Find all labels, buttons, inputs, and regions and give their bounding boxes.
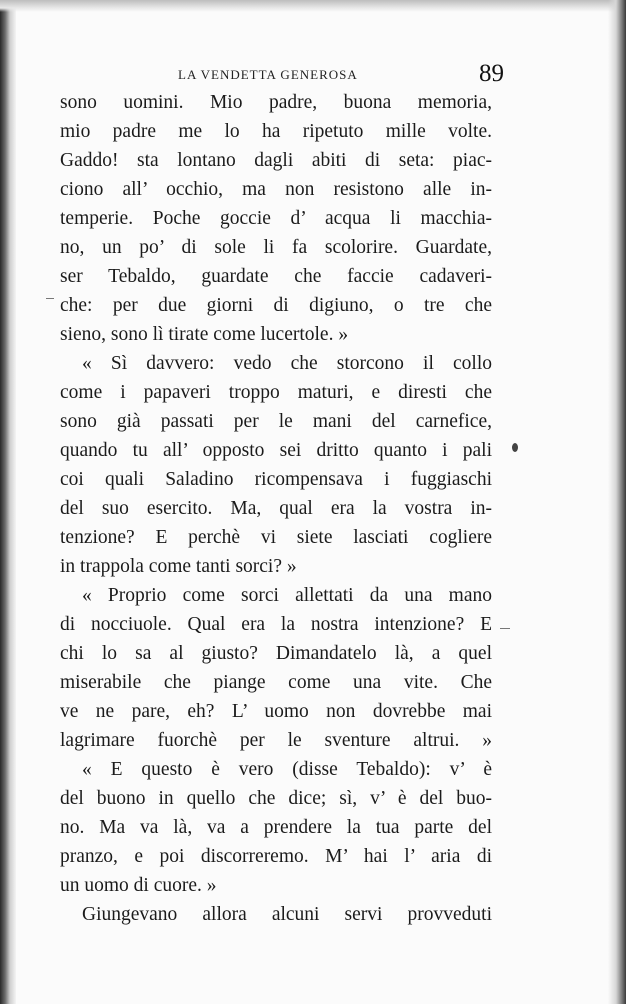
text-line: mio padre me lo ha ripetuto mille volte. bbox=[60, 121, 492, 142]
page-number: 89 bbox=[479, 60, 504, 87]
text-line: del suo esercito. Ma, qual era la vostra in- bbox=[60, 498, 492, 519]
ink-spot bbox=[512, 443, 518, 452]
text-line: ve ne pare, eh? L’ uomo non dovrebbe mai bbox=[60, 701, 492, 722]
text-line: che: per due giorni di digiuno, o tre che bbox=[60, 295, 492, 316]
text-line: di nocciuole. Qual era la nostra intenzione? E bbox=[60, 614, 492, 635]
text-line: no. Ma va là, va a prendere la tua parte del bbox=[60, 817, 492, 838]
text-line: « Sì davvero: vedo che storcono il collo bbox=[82, 353, 492, 374]
text-line: sieno, sono lì tirate come lucertole. » bbox=[60, 324, 349, 345]
text-line: sono già passati per le mani del carnefice, bbox=[60, 411, 492, 432]
margin-mark bbox=[46, 298, 54, 299]
text-line: pranzo, e poi discorreremo. M’ hai l’ aria di bbox=[60, 846, 492, 867]
text-line: chi lo sa al giusto? Dimandatelo là, a quel bbox=[60, 643, 492, 664]
text-line: « Proprio come sorci allettati da una mano bbox=[82, 585, 492, 606]
text-line: un uomo di cuore. » bbox=[60, 875, 217, 896]
body-text bbox=[60, 88, 492, 929]
text-line: coi quali Saladino ricompensava i fuggiaschi bbox=[60, 469, 492, 490]
text-line: come i papaveri troppo maturi, e diresti che bbox=[60, 382, 492, 403]
text-line: sono uomini. Mio padre, buona memoria, bbox=[60, 92, 492, 113]
text-line: « E questo è vero (disse Tebaldo): v’ è bbox=[82, 759, 492, 780]
text-line: quando tu all’ opposto sei dritto quanto i pali bbox=[60, 440, 492, 461]
running-title: LA VENDETTA GENEROSA bbox=[178, 67, 358, 82]
text-line: del buono in quello che dice; sì, v’ è del buo- bbox=[60, 788, 492, 809]
margin-mark bbox=[500, 628, 510, 629]
text-line: lagrimare fuorchè per le sventure altrui. » bbox=[60, 730, 492, 751]
text-line: Giungevano allora alcuni servi provveduti bbox=[82, 904, 492, 925]
text-line: tenzione? E perchè vi siete lasciati cogliere bbox=[60, 527, 492, 548]
text-line: in trappola come tanti sorci? » bbox=[60, 556, 297, 577]
text-line: ciono all’ occhio, ma non resistono alle in- bbox=[60, 179, 492, 200]
text-line: no, un po’ di sole li fa scolorire. Guardate, bbox=[60, 237, 492, 258]
text-line: Gaddo! sta lontano dagli abiti di seta: piac- bbox=[60, 150, 492, 171]
binding-edge bbox=[0, 0, 16, 1004]
text-line: ser Tebaldo, guardate che faccie cadaveri- bbox=[60, 266, 492, 287]
right-page-edge bbox=[608, 0, 626, 1004]
text-line: temperie. Poche goccie d’ acqua li macchia- bbox=[60, 208, 492, 229]
text-line: miserabile che piange come una vite. Che bbox=[60, 672, 492, 693]
top-page-edge bbox=[0, 0, 626, 12]
